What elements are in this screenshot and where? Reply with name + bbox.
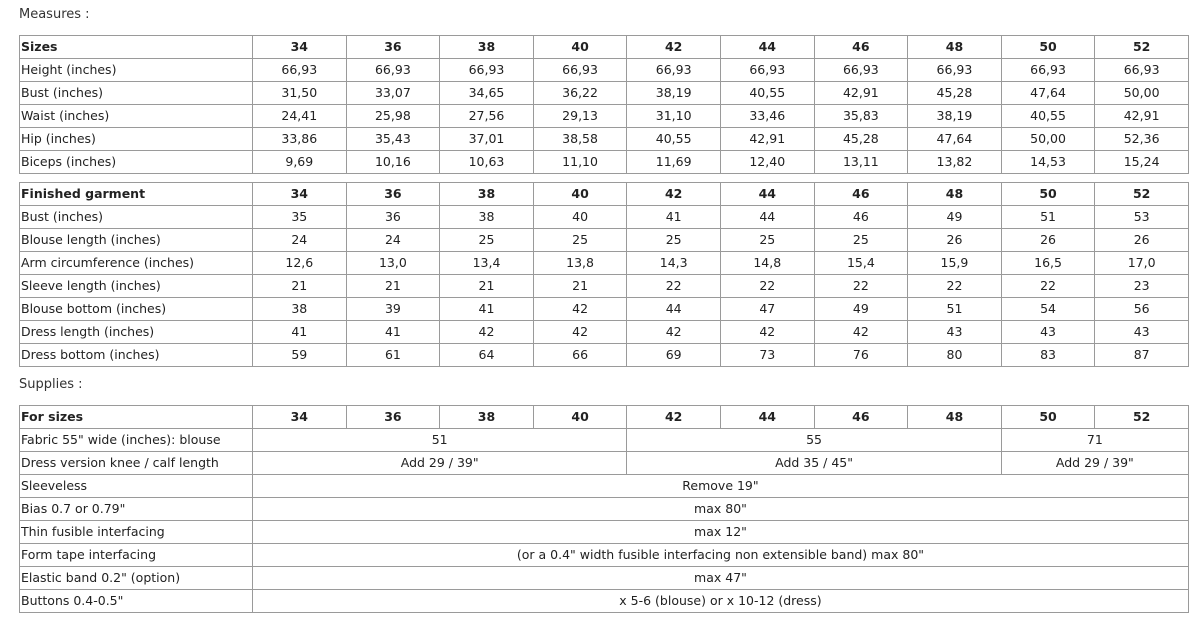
fabric-group-2: 55: [627, 429, 1001, 452]
value-cell: 13,8: [533, 252, 627, 275]
value-cell: 50,00: [1095, 82, 1189, 105]
value-cell: 26: [1001, 229, 1095, 252]
value-cell: 10,63: [440, 151, 534, 174]
row-label: Sleeve length (inches): [20, 275, 253, 298]
value-cell: 51: [1001, 206, 1095, 229]
table-row: [20, 59, 1189, 82]
value-cell: 21: [253, 275, 347, 298]
value-cell: 16,5: [1001, 252, 1095, 275]
value-cell: 49: [814, 298, 908, 321]
value-cell: 66,93: [814, 59, 908, 82]
value-cell: 47,64: [908, 128, 1002, 151]
value-cell: 24,41: [253, 105, 347, 128]
row-label: Bust (inches): [20, 82, 253, 105]
table-row: [20, 475, 1189, 498]
value-cell: 22: [908, 275, 1002, 298]
size-header-cell: 50: [1001, 36, 1095, 59]
size-header-cell: 42: [627, 36, 721, 59]
value-cell: 35: [253, 206, 347, 229]
size-header-cell: 40: [533, 183, 627, 206]
value-cell: 33,46: [720, 105, 814, 128]
value-cell: 27,56: [440, 105, 534, 128]
value-cell: 42: [627, 321, 721, 344]
supply-value: Remove 19": [253, 475, 1189, 498]
size-header-cell: 34: [253, 406, 347, 429]
measures-body: [20, 36, 1189, 174]
table-row: [20, 275, 1189, 298]
value-cell: 14,8: [720, 252, 814, 275]
value-cell: 38: [440, 206, 534, 229]
value-cell: 31,10: [627, 105, 721, 128]
size-header-cell: 36: [346, 183, 440, 206]
value-cell: 44: [720, 206, 814, 229]
value-cell: 66,93: [440, 59, 534, 82]
size-header-cell: 46: [814, 36, 908, 59]
table-row: [20, 298, 1189, 321]
size-header-cell: 42: [627, 183, 721, 206]
row-label: Height (inches): [20, 59, 253, 82]
supply-value: (or a 0.4" width fusible interfacing non extensible band) max 80": [253, 544, 1189, 567]
size-header-cell: 42: [627, 406, 721, 429]
value-cell: 24: [253, 229, 347, 252]
value-cell: 66,93: [1001, 59, 1095, 82]
size-header-cell: 38: [440, 183, 534, 206]
header-row: [20, 36, 1189, 59]
row-label: Bias 0.7 or 0.79": [20, 498, 253, 521]
row-label: Biceps (inches): [20, 151, 253, 174]
row-label: Waist (inches): [20, 105, 253, 128]
table-row: [20, 206, 1189, 229]
value-cell: 41: [346, 321, 440, 344]
value-cell: 45,28: [814, 128, 908, 151]
value-cell: 12,40: [720, 151, 814, 174]
supplies-table: [19, 405, 1189, 613]
value-cell: 26: [1095, 229, 1189, 252]
value-cell: 38,19: [627, 82, 721, 105]
value-cell: 59: [253, 344, 347, 367]
value-cell: 15,9: [908, 252, 1002, 275]
value-cell: 22: [627, 275, 721, 298]
dress-group-3: Add 29 / 39": [1001, 452, 1188, 475]
size-header-cell: 44: [720, 36, 814, 59]
size-header-cell: 50: [1001, 406, 1095, 429]
fabric-group-1: 51: [253, 429, 627, 452]
size-header-cell: 46: [814, 406, 908, 429]
value-cell: 41: [440, 298, 534, 321]
value-cell: 34,65: [440, 82, 534, 105]
value-cell: 66: [533, 344, 627, 367]
size-header-cell: 38: [440, 406, 534, 429]
size-header-cell: 36: [346, 406, 440, 429]
value-cell: 54: [1001, 298, 1095, 321]
value-cell: 36: [346, 206, 440, 229]
value-cell: 36,22: [533, 82, 627, 105]
measures-table: [19, 35, 1189, 174]
supply-value: max 80": [253, 498, 1189, 521]
supply-value: x 5-6 (blouse) or x 10-12 (dress): [253, 590, 1189, 613]
value-cell: 23: [1095, 275, 1189, 298]
value-cell: 35,83: [814, 105, 908, 128]
row-label: Dress length (inches): [20, 321, 253, 344]
value-cell: 47: [720, 298, 814, 321]
value-cell: 52,36: [1095, 128, 1189, 151]
value-cell: 42,91: [720, 128, 814, 151]
value-cell: 40,55: [720, 82, 814, 105]
value-cell: 10,16: [346, 151, 440, 174]
value-cell: 41: [627, 206, 721, 229]
value-cell: 39: [346, 298, 440, 321]
value-cell: 25: [533, 229, 627, 252]
table-row: [20, 344, 1189, 367]
value-cell: 29,13: [533, 105, 627, 128]
value-cell: 13,4: [440, 252, 534, 275]
value-cell: 25,98: [346, 105, 440, 128]
value-cell: 76: [814, 344, 908, 367]
value-cell: 25: [814, 229, 908, 252]
value-cell: 15,4: [814, 252, 908, 275]
value-cell: 22: [814, 275, 908, 298]
table-row: [20, 521, 1189, 544]
value-cell: 14,3: [627, 252, 721, 275]
row-label: Bust (inches): [20, 206, 253, 229]
row-label: Fabric 55" wide (inches): blouse: [20, 429, 253, 452]
value-cell: 33,86: [253, 128, 347, 151]
value-cell: 33,07: [346, 82, 440, 105]
row-label: Dress version knee / calf length: [20, 452, 253, 475]
header-label: Finished garment: [20, 183, 253, 206]
table-row: [20, 590, 1189, 613]
value-cell: 46: [814, 206, 908, 229]
header-row: [20, 183, 1189, 206]
value-cell: 42: [720, 321, 814, 344]
value-cell: 25: [720, 229, 814, 252]
value-cell: 42: [440, 321, 534, 344]
value-cell: 17,0: [1095, 252, 1189, 275]
value-cell: 42,91: [1095, 105, 1189, 128]
value-cell: 61: [346, 344, 440, 367]
value-cell: 14,53: [1001, 151, 1095, 174]
size-header-cell: 44: [720, 406, 814, 429]
value-cell: 40: [533, 206, 627, 229]
value-cell: 66,93: [253, 59, 347, 82]
value-cell: 66,93: [1095, 59, 1189, 82]
row-label: Elastic band 0.2" (option): [20, 567, 253, 590]
supplies-body: [20, 406, 1189, 613]
value-cell: 26: [908, 229, 1002, 252]
value-cell: 42: [814, 321, 908, 344]
value-cell: 22: [1001, 275, 1095, 298]
finished-body: [20, 183, 1189, 367]
row-label: Blouse bottom (inches): [20, 298, 253, 321]
dress-version-row: [20, 452, 1189, 475]
header-label: For sizes: [20, 406, 253, 429]
row-label: Form tape interfacing: [20, 544, 253, 567]
value-cell: 69: [627, 344, 721, 367]
value-cell: 21: [346, 275, 440, 298]
value-cell: 66,93: [627, 59, 721, 82]
table-row: [20, 105, 1189, 128]
table-row: [20, 252, 1189, 275]
table-row: [20, 567, 1189, 590]
value-cell: 47,64: [1001, 82, 1095, 105]
value-cell: 51: [908, 298, 1002, 321]
size-header-cell: 36: [346, 36, 440, 59]
value-cell: 11,69: [627, 151, 721, 174]
table-row: [20, 498, 1189, 521]
size-header-cell: 34: [253, 36, 347, 59]
row-label: Arm circumference (inches): [20, 252, 253, 275]
value-cell: 42: [533, 298, 627, 321]
value-cell: 9,69: [253, 151, 347, 174]
value-cell: 56: [1095, 298, 1189, 321]
value-cell: 37,01: [440, 128, 534, 151]
value-cell: 41: [253, 321, 347, 344]
value-cell: 50,00: [1001, 128, 1095, 151]
value-cell: 53: [1095, 206, 1189, 229]
size-header-cell: 46: [814, 183, 908, 206]
measures-title: Measures :: [19, 7, 90, 22]
size-header-cell: 34: [253, 183, 347, 206]
table-row: [20, 151, 1189, 174]
supply-value: max 47": [253, 567, 1189, 590]
row-label: Sleeveless: [20, 475, 253, 498]
size-header-cell: 48: [908, 183, 1002, 206]
row-label: Buttons 0.4-0.5": [20, 590, 253, 613]
row-label: Dress bottom (inches): [20, 344, 253, 367]
table-row: [20, 544, 1189, 567]
value-cell: 35,43: [346, 128, 440, 151]
value-cell: 25: [627, 229, 721, 252]
value-cell: 40,55: [1001, 105, 1095, 128]
value-cell: 13,11: [814, 151, 908, 174]
size-header-cell: 52: [1095, 36, 1189, 59]
value-cell: 73: [720, 344, 814, 367]
value-cell: 43: [1001, 321, 1095, 344]
header-label: Sizes: [20, 36, 253, 59]
value-cell: 40,55: [627, 128, 721, 151]
fabric-row: [20, 429, 1189, 452]
table-row: [20, 82, 1189, 105]
value-cell: 43: [1095, 321, 1189, 344]
row-label: Blouse length (inches): [20, 229, 253, 252]
value-cell: 13,0: [346, 252, 440, 275]
value-cell: 22: [720, 275, 814, 298]
supplies-title: Supplies :: [19, 377, 83, 392]
size-header-cell: 52: [1095, 406, 1189, 429]
value-cell: 38,58: [533, 128, 627, 151]
size-header-cell: 40: [533, 36, 627, 59]
dress-group-1: Add 29 / 39": [253, 452, 627, 475]
value-cell: 66,93: [720, 59, 814, 82]
dress-group-2: Add 35 / 45": [627, 452, 1001, 475]
value-cell: 25: [440, 229, 534, 252]
value-cell: 66,93: [346, 59, 440, 82]
value-cell: 13,82: [908, 151, 1002, 174]
value-cell: 15,24: [1095, 151, 1189, 174]
value-cell: 66,93: [908, 59, 1002, 82]
value-cell: 42,91: [814, 82, 908, 105]
value-cell: 38: [253, 298, 347, 321]
value-cell: 80: [908, 344, 1002, 367]
value-cell: 64: [440, 344, 534, 367]
size-header-cell: 38: [440, 36, 534, 59]
size-header-cell: 48: [908, 406, 1002, 429]
value-cell: 24: [346, 229, 440, 252]
table-row: [20, 321, 1189, 344]
value-cell: 66,93: [533, 59, 627, 82]
size-header-cell: 50: [1001, 183, 1095, 206]
value-cell: 83: [1001, 344, 1095, 367]
value-cell: 21: [440, 275, 534, 298]
value-cell: 21: [533, 275, 627, 298]
value-cell: 49: [908, 206, 1002, 229]
value-cell: 12,6: [253, 252, 347, 275]
fabric-group-3: 71: [1001, 429, 1188, 452]
value-cell: 87: [1095, 344, 1189, 367]
table-row: [20, 128, 1189, 151]
finished-garment-table: [19, 182, 1189, 367]
value-cell: 11,10: [533, 151, 627, 174]
supplies-header-row: [20, 406, 1189, 429]
value-cell: 42: [533, 321, 627, 344]
size-header-cell: 44: [720, 183, 814, 206]
value-cell: 38,19: [908, 105, 1002, 128]
supply-value: max 12": [253, 521, 1189, 544]
value-cell: 31,50: [253, 82, 347, 105]
size-header-cell: 52: [1095, 183, 1189, 206]
value-cell: 44: [627, 298, 721, 321]
size-header-cell: 48: [908, 36, 1002, 59]
row-label: Hip (inches): [20, 128, 253, 151]
size-header-cell: 40: [533, 406, 627, 429]
value-cell: 45,28: [908, 82, 1002, 105]
row-label: Thin fusible interfacing: [20, 521, 253, 544]
value-cell: 43: [908, 321, 1002, 344]
table-row: [20, 229, 1189, 252]
